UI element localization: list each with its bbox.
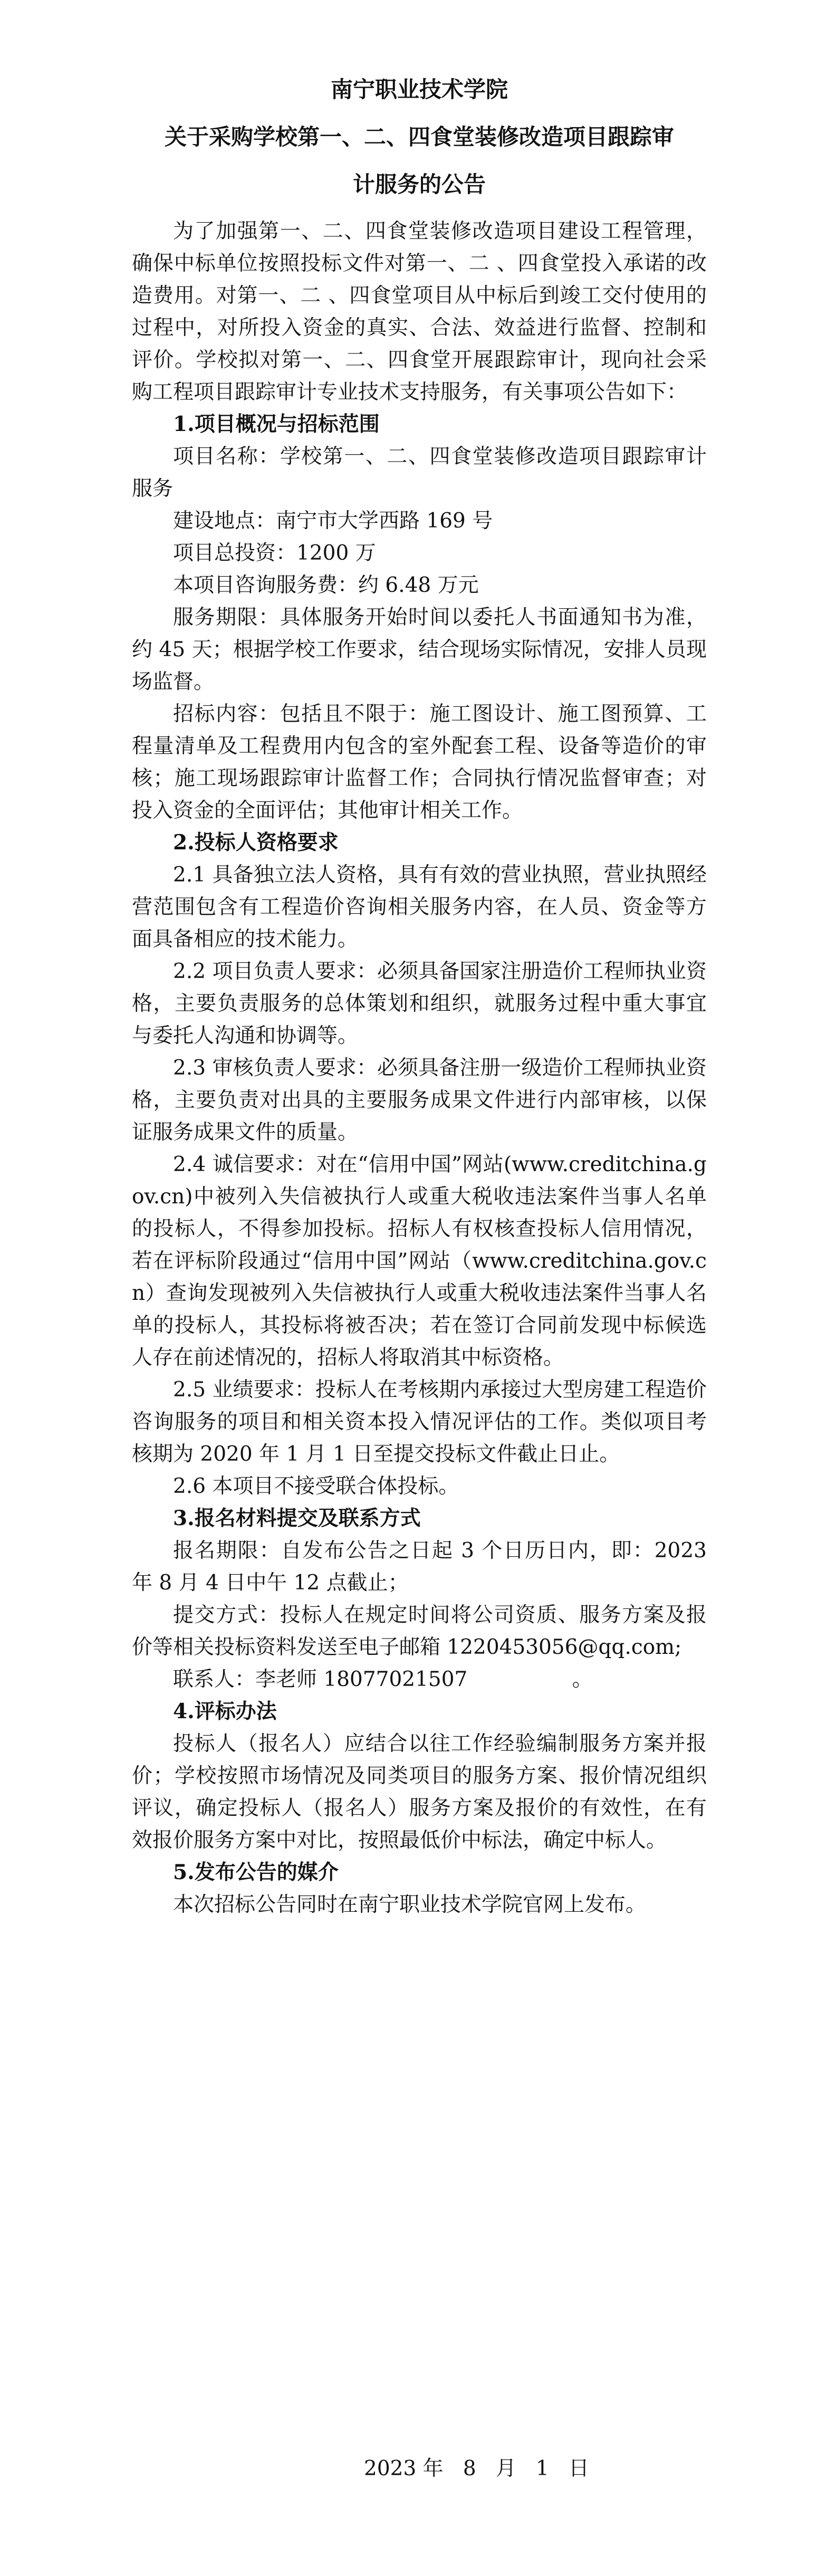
contact-person: 联系人：李老师 18077021507 。 <box>173 1668 593 1691</box>
consulting-fee: 本项目咨询服务费：约 6.48 万元 <box>173 573 479 597</box>
publication-media: 本次招标公告同时在南宁职业技术学院官网上发布。 <box>173 1893 647 1917</box>
qualification-item: 2.3 审核负责人要求：必须具备注册一级造价工程师执业资格，主要负责对出具的主要服务成果文件进行内部审核，以保证服务成果文件的质量。 <box>132 1056 707 1144</box>
section-3-heading: 3.报名材料提交及联系方式 <box>173 1506 421 1530</box>
school-name: 南宁职业技术学院 <box>330 76 508 102</box>
qualification-item: 2.2 项目负责人要求：必须具备国家注册造价工程师执业资格，主要负责服务的总体策划和组织，就服务过程中重大事宜与委托人沟通和协调等。 <box>132 960 707 1048</box>
section-4-heading: 4.评标办法 <box>173 1699 277 1723</box>
qualification-item: 2.6 本项目不接受联合体投标。 <box>173 1474 459 1498</box>
section-2-heading: 2.投标人资格要求 <box>173 830 339 855</box>
intro-paragraph: 为了加强第一、二、四食堂装修改造项目建设工程管理，确保中标单位按照投标文件对第一、二 、四食堂投入承诺的改造费用。对第一、二 、四食堂项目从中标后到竣工交付使用的过程中，对所投入资金的真实、合法、效益进行监督、控制和评价。学校拟对第一、二、四食堂开展跟踪审计，现向社会采购工程项目跟踪审计专业技术支持服务，有关事项公告如下： <box>132 219 707 404</box>
notice-title-line-2: 计服务的公告 <box>352 171 486 197</box>
qualification-item: 2.5 业绩要求：投标人在考核期内承接过大型房建工程造价咨询服务的项目和相关资本投入情况评估的工作。类似项目考核期为 2020 年 1 月 1 日至提交投标文件截止日止。 <box>132 1378 707 1466</box>
section-1-heading: 1.项目概况与招标范围 <box>173 412 380 436</box>
notice-title-line-1: 关于采购学校第一、二、四食堂装修改造项目跟踪审 <box>164 124 674 150</box>
bid-scope: 招标内容：包括且不限于：施工图设计、施工图预算、工程量清单及工程费用内包含的室外配套工程、设备等造价的审核；施工现场跟踪审计监督工作；合同执行情况监督审查；对投入资金的全面评估；其他审计相关工作。 <box>132 702 707 822</box>
service-period: 服务期限：具体服务开始时间以委托人书面通知书为准，约 45 天；根据学校工作要求，结合现场实际情况，安排人员现场监督。 <box>132 606 707 694</box>
qualification-item: 2.1 具备独立法人资格，具有有效的营业执照，营业执照经营范围包含有工程造价咨询相关服务内容，在人员、资金等方面具备相应的技术能力。 <box>132 863 707 951</box>
section-5-heading: 5.发布公告的媒介 <box>173 1860 339 1884</box>
total-investment: 项目总投资：1200 万 <box>173 541 376 565</box>
project-location: 建设地点：南宁市大学西路 169 号 <box>173 509 493 533</box>
project-name: 项目名称：学校第一、二、四食堂装修改造项目跟踪审计服务 <box>132 445 707 501</box>
notice-body <box>132 215 707 1921</box>
submission-method: 提交方式：投标人在规定时间将公司资质、服务方案及报价等相关投标资料发送至电子邮箱 1220453056@qq.com; <box>132 1603 707 1659</box>
registration-deadline: 报名期限：自发布公告之日起 3 个日历日内，即：2023 年 8 月 4 日中午 12 点截止； <box>132 1539 707 1595</box>
qualification-item: 2.4 诚信要求：对在“信用中国”网站(www.creditchina.gov.cn)中被列入失信被执行人或重大税收违法案件当事人名单的投标人，不得参加投标。招标人有权核查投标人信用情况，若在评标阶段通过“信用中国”网站（www.creditchina.gov.cn）查询发现被列入失信被执行人或重大税收违法案件当事人名单的投标人，其投标将被否决；若在签订合同前发现中标候选人存在前述情况的，招标人将取消其中标资格。 <box>132 1153 707 1370</box>
notice-date: 2023 年 8 月 1 日 <box>364 2457 590 2481</box>
evaluation-method: 投标人（报名人）应结合以往工作经验编制服务方案并报价；学校按照市场情况及同类项目的服务方案、报价情况组织评议，确定投标人（报名人）服务方案及报价的有效性，在有效报价服务方案中对比，按照最低价中标法，确定中标人。 <box>132 1732 707 1852</box>
